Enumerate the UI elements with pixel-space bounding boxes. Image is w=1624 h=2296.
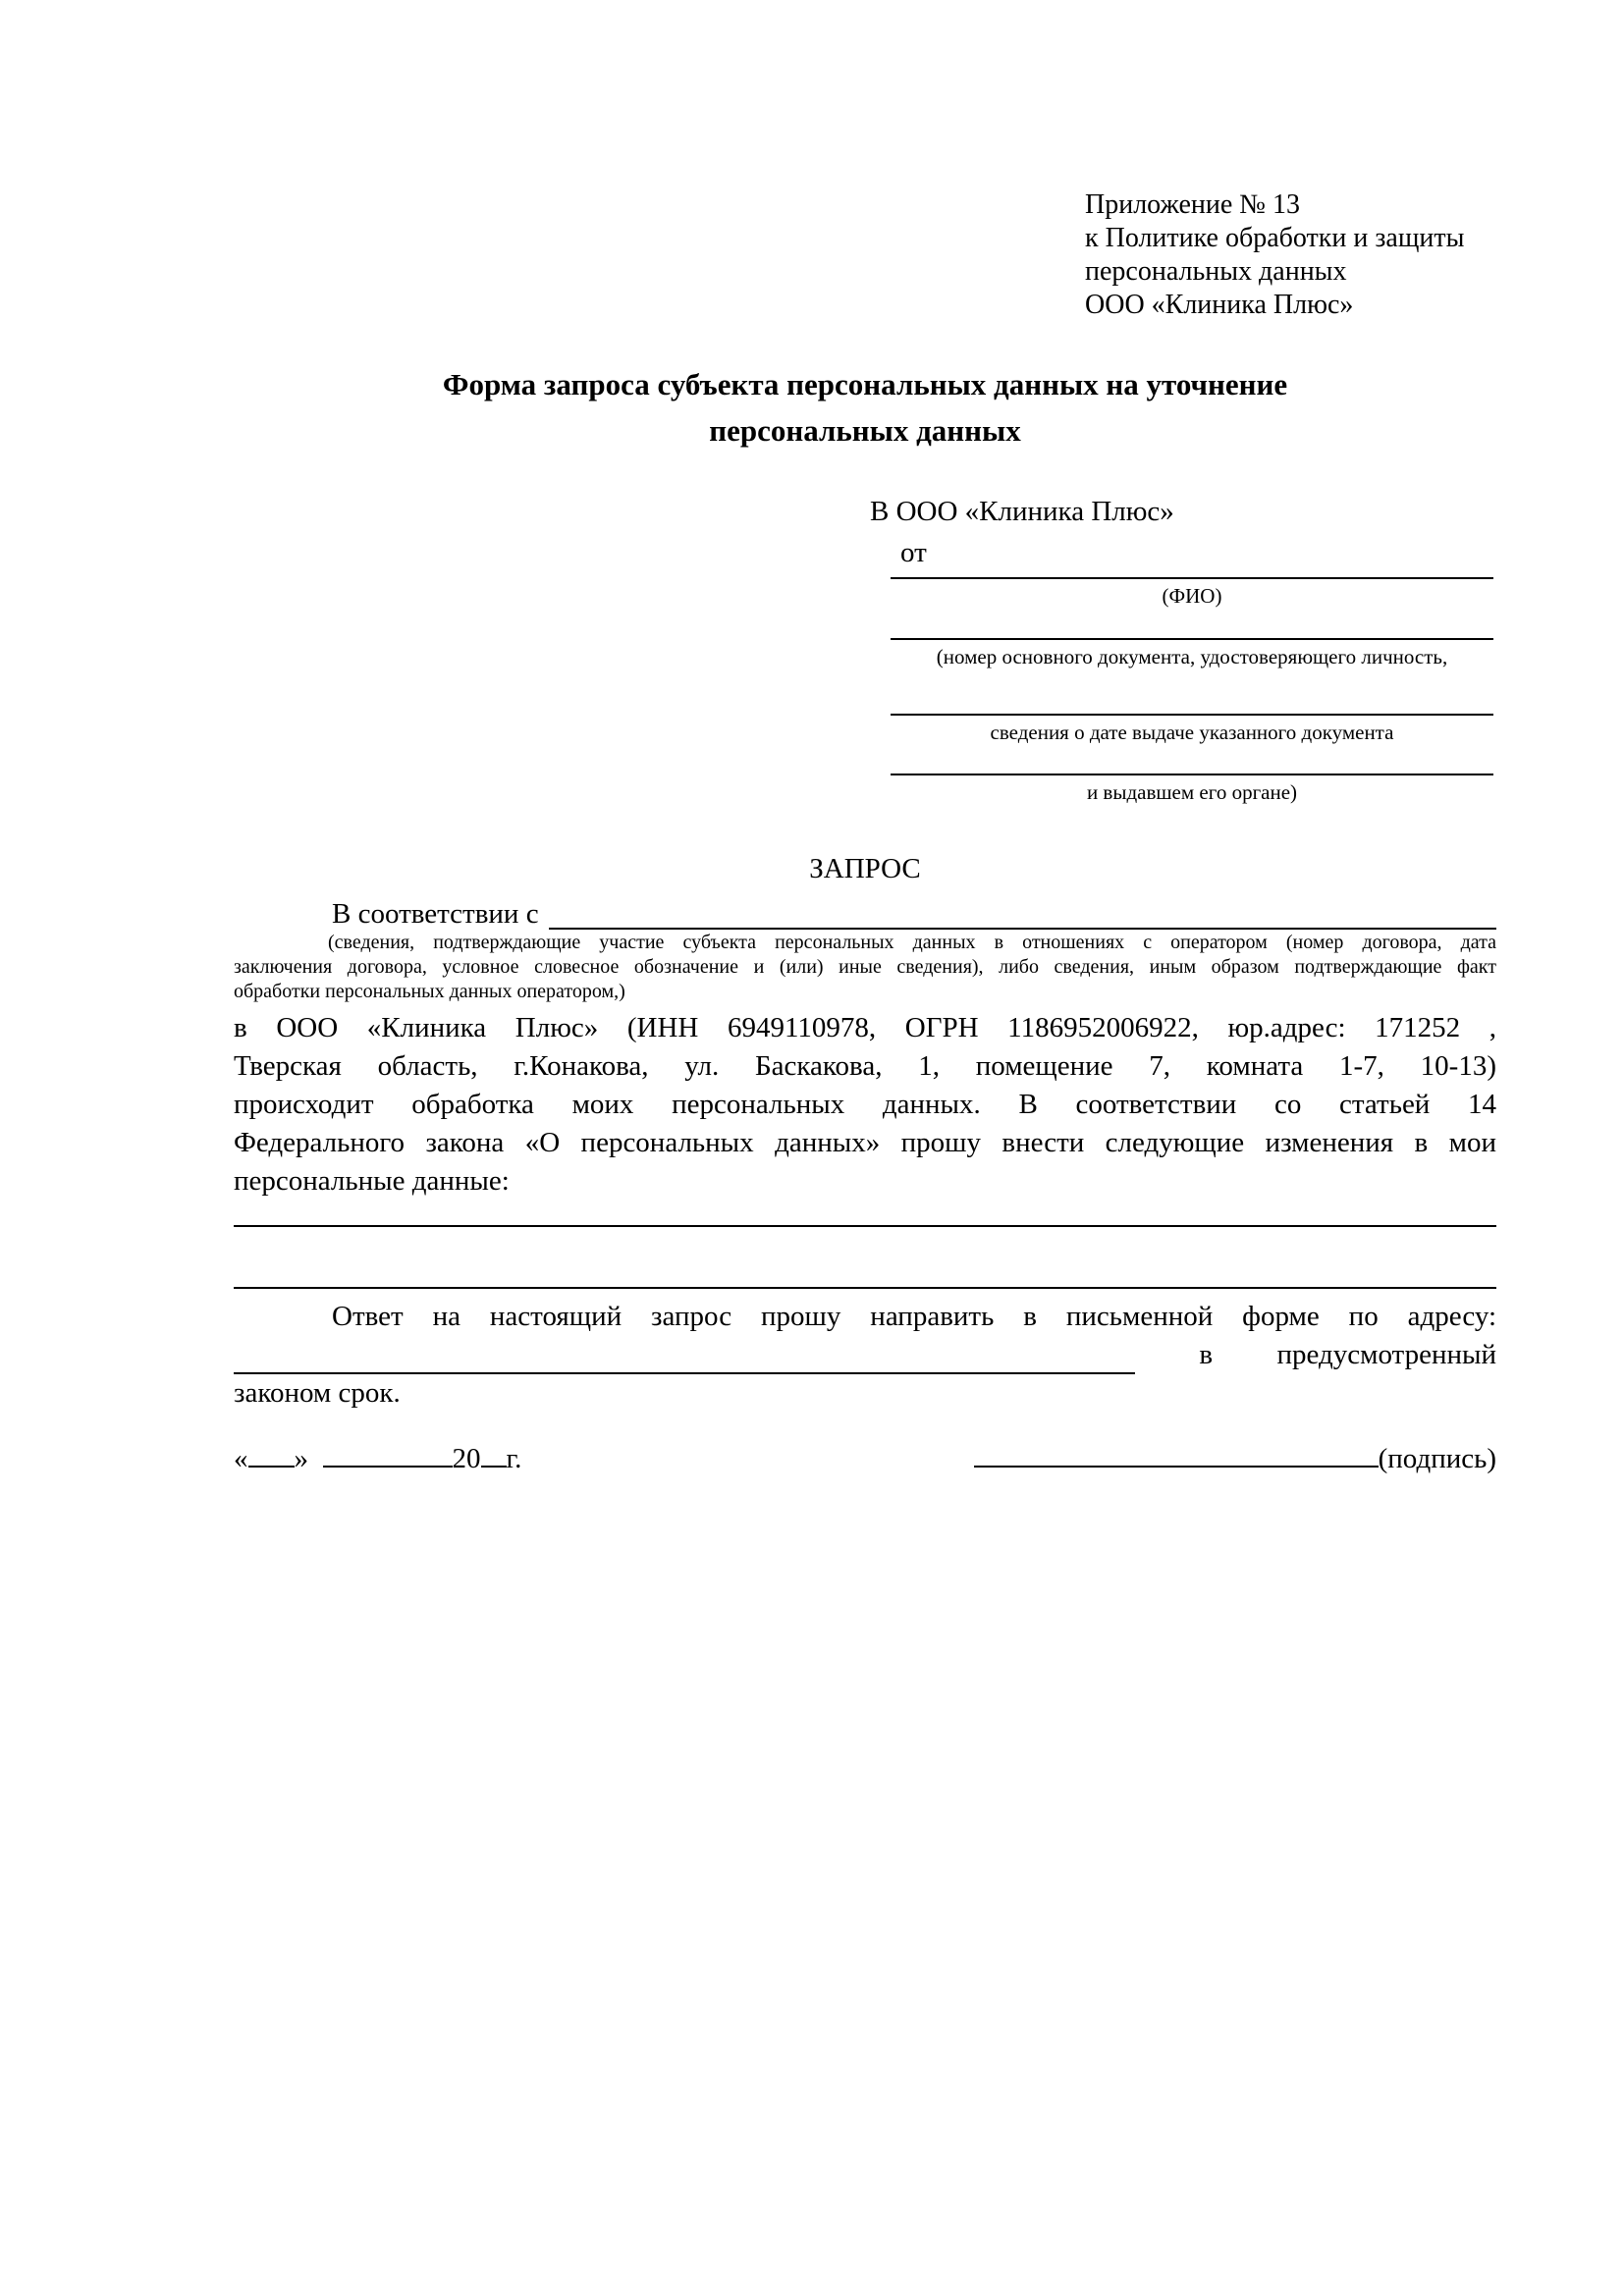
form-title-line-1: Форма запроса субъекта персональных данных на уточнение [442,367,1288,401]
response-line-1: Ответ на настоящий запрос прошу направить в письменной форме по адресу: [332,1301,1496,1332]
form-title-line-2: персональных данных [709,413,1021,448]
issue-date-blank-line [891,714,1493,716]
doc-number-caption: (номер основного документа, удостоверяющего личность, [936,645,1448,668]
appendix-line-3: персональных данных [1085,256,1347,287]
response-word-prescribed: предусмотренный [1276,1339,1496,1370]
date-open-quote: « [234,1443,248,1474]
accordance-row [234,895,1496,934]
body-line-2: Тверская область, г.Конакова, ул. Баскакова, 1, помещение 7, комната 1-7, 10-13) [234,1050,1496,1082]
signature-blank-line [974,1438,1379,1468]
fio-blank-line [891,577,1493,579]
form-title [234,361,1496,454]
appendix-line-4: ООО «Клиника Плюс» [1085,290,1354,320]
month-blank [323,1438,453,1468]
address-blank-line [234,1345,1135,1374]
accordance-blank-line [549,928,1496,930]
response-paragraph [234,1298,1496,1413]
fineprint-line-2: заключения договора, условное словесное обозначение и (или) иные сведения), либо сведения, иным образом подтверждающие факт [234,956,1496,978]
body-line-4: Федерального закона «О персональных данных» прошу внести следующие изменения в мои [234,1127,1496,1158]
issue-date-caption: сведения о дате выдаче указанного документа [990,721,1394,744]
fio-caption: (ФИО) [1162,584,1222,608]
addressee-to: В ООО «Клиника Плюс» [870,496,1174,527]
date-signature-row [234,1439,1496,1478]
fineprint-line-3: обработки персональных данных оператором,) [234,981,625,1002]
year-prefix: 20 [452,1443,481,1474]
response-line-2 [234,1336,1496,1374]
date-group [234,1438,521,1478]
body-line-3: происходит обработка моих персональных данных. В соответствии со статьей 14 [234,1089,1496,1120]
appendix-line-2: к Политике обработки и защиты [1085,223,1465,253]
fineprint-block [234,931,1496,1004]
request-heading: ЗАПРОС [809,853,921,884]
day-blank [248,1438,295,1468]
issuing-authority-blank-line [891,774,1493,775]
request-body [234,1009,1496,1201]
details-blank-line-1 [234,1225,1496,1227]
appendix-line-1: Приложение № 13 [1085,189,1300,220]
year-suffix: г. [506,1443,522,1474]
doc-number-blank-line [891,638,1493,640]
body-line-1: в ООО «Клиника Плюс» (ИНН 6949110978, ОГРН 1186952006922, юр.адрес: 171252 , [234,1012,1496,1043]
appendix-block [1085,188,1464,322]
date-close-quote: » [294,1443,308,1474]
fineprint-line-1: (сведения, подтверждающие участие субъекта персональных данных в отношениях с оператором (номер договора, дата [328,932,1496,953]
details-blank-line-2 [234,1287,1496,1289]
response-word-in: в [1199,1339,1214,1370]
signature-caption: (подпись) [1378,1443,1496,1474]
issuing-authority-caption: и выдавшем его органе) [1086,780,1298,804]
body-line-5: персональные данные: [234,1165,510,1197]
signature-group [974,1438,1496,1478]
accordance-label: В соответствии с [332,898,539,930]
year-blank [481,1438,507,1468]
response-line-3: законом срок. [234,1377,401,1409]
addressee-from-label: от [900,537,927,568]
